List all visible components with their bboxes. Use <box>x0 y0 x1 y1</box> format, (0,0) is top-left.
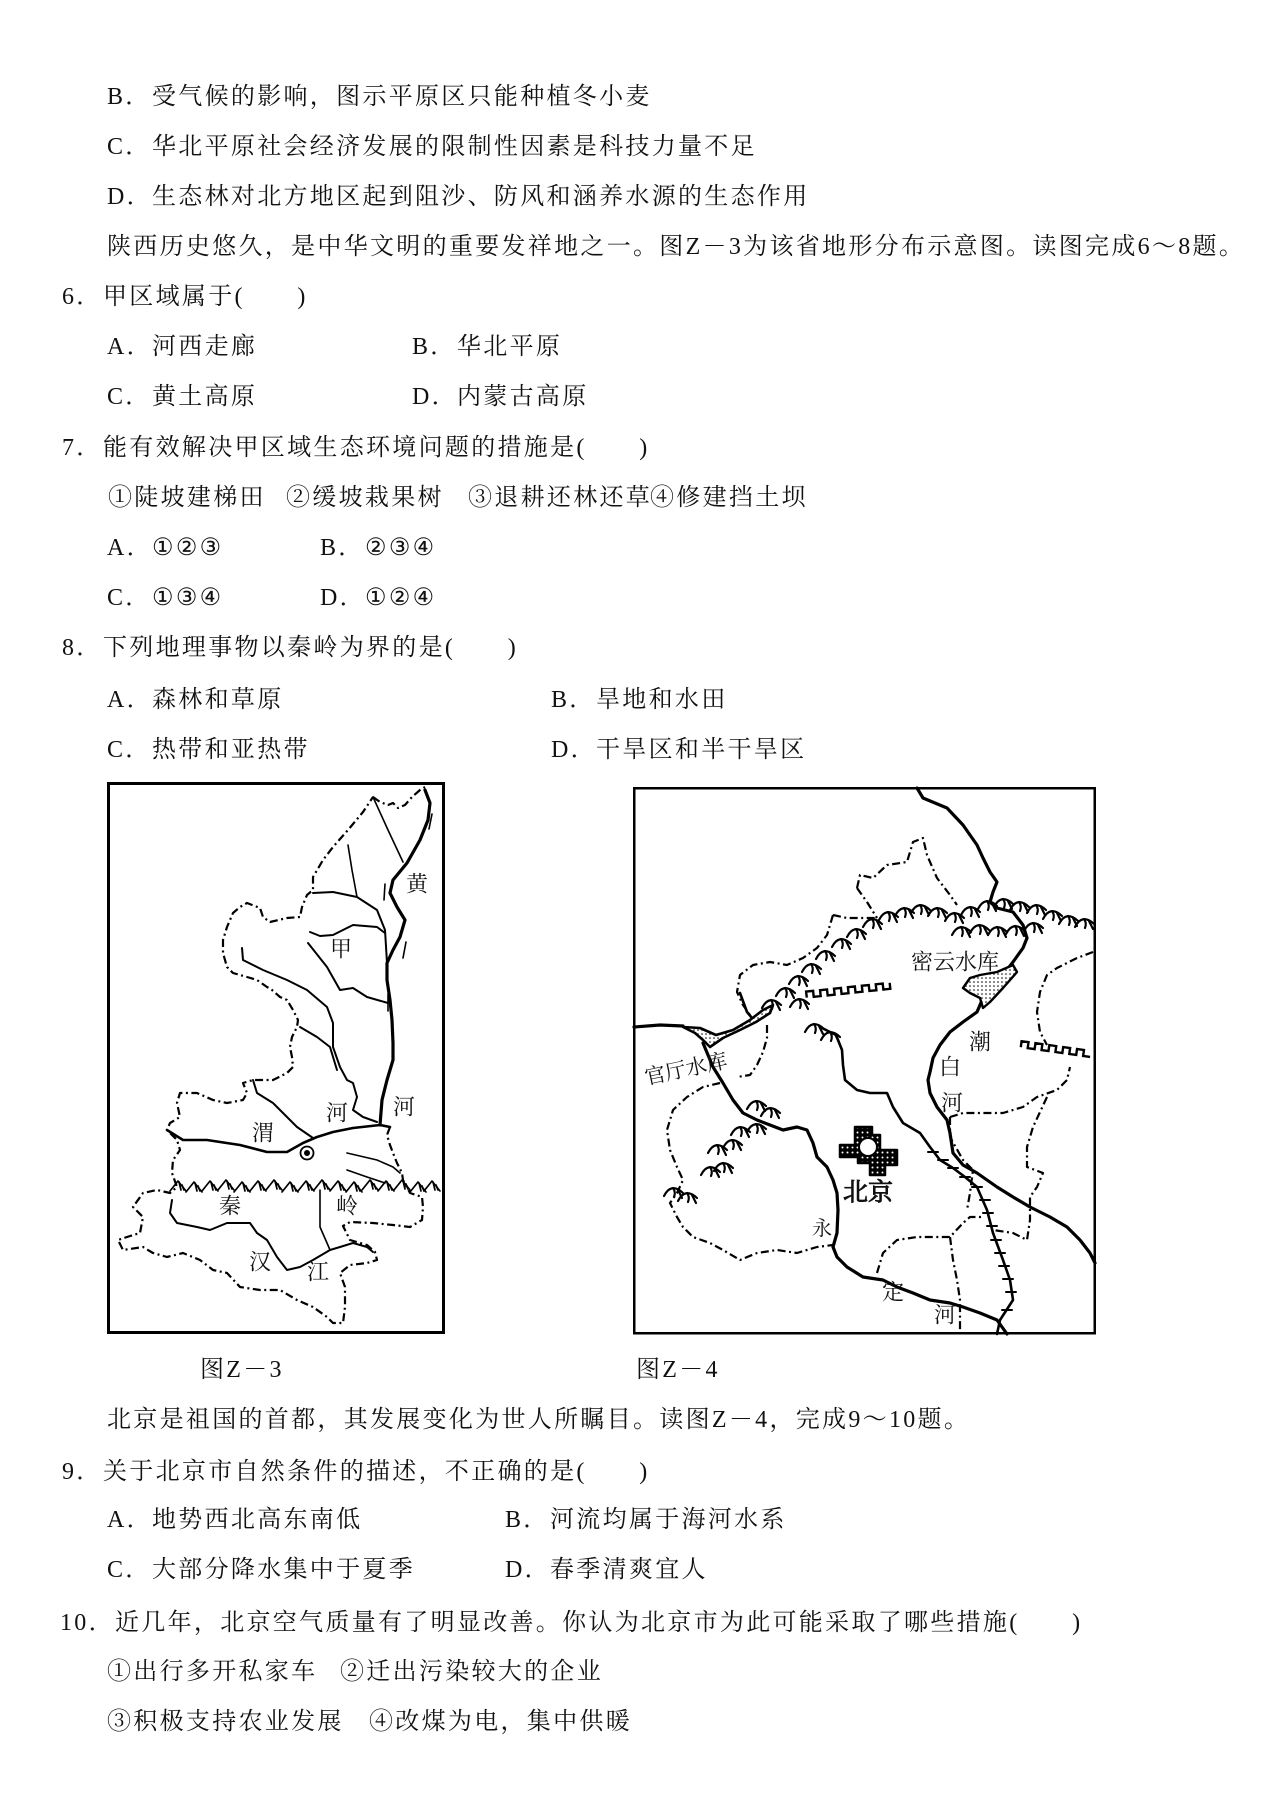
figure-caption-z3: 图Z－3 <box>200 1357 284 1383</box>
statement-4: ④修建挡土坝 <box>650 485 808 511</box>
label-yong: 永 <box>812 1216 832 1240</box>
statement-1: ①陡坡建梯田 <box>108 485 266 511</box>
option-a-label: A． <box>107 687 153 713</box>
figure-z3-shaanxi-map <box>107 782 445 1334</box>
label-jiang: 江 <box>306 1260 330 1286</box>
option-d-label: D． <box>505 1557 551 1583</box>
option-b-text: ②③④ <box>365 535 437 561</box>
label-guanting-reservoir: 官厅水库 <box>642 1048 730 1090</box>
label-miyun-reservoir: 密云水库 <box>910 950 1000 976</box>
river-inflow <box>634 1025 683 1027</box>
option-b-text: 受气候的影响，图示平原区只能种植冬小麦 <box>152 84 652 110</box>
question-stem <box>103 433 650 463</box>
question-stem <box>103 1457 650 1487</box>
capital-city-icon <box>301 1147 314 1160</box>
statement-3: ③积极支持农业发展 <box>107 1709 344 1735</box>
label-he-ding: 河 <box>933 1303 957 1329</box>
label-huang: 黄 <box>405 872 429 898</box>
statement-3: ③退耕还林还草 <box>468 485 653 511</box>
option-b-label: B． <box>551 687 596 713</box>
option-b-text: 河流均属于海河水系 <box>550 1507 787 1533</box>
option-b-text: 华北平原 <box>457 334 563 360</box>
answer-blank: ( ) <box>234 284 308 310</box>
option-c-label: C． <box>107 585 152 611</box>
option-c-text: 华北平原社会经济发展的限制性因素是科技力量不足 <box>152 134 757 160</box>
label-jia: 甲 <box>329 937 353 963</box>
option-a-text: 地势西北高东南低 <box>152 1507 363 1533</box>
label-he-huang: 河 <box>392 1095 416 1121</box>
option-d-text: 干旱区和半干旱区 <box>596 737 807 763</box>
label-he-wei: 河 <box>325 1101 349 1127</box>
option-c-text: 大部分降水集中于夏季 <box>152 1557 415 1583</box>
option-a-label: A． <box>107 1507 153 1533</box>
label-bai: 白 <box>938 1055 962 1081</box>
label-he-bai: 河 <box>940 1091 964 1117</box>
option-c-label: C． <box>107 134 152 160</box>
answer-blank: ( ) <box>1009 1610 1083 1636</box>
option-c-text: 热带和亚热带 <box>152 737 310 763</box>
question-stem <box>115 1608 1082 1638</box>
answer-blank: ( ) <box>444 635 519 661</box>
option-d-text: 生态林对北方地区起到阻沙、防风和涵养水源的生态作用 <box>152 184 810 210</box>
stem-text: 下列地理事物以秦岭为界的是 <box>103 635 445 661</box>
label-beijing: 北京 <box>842 1177 894 1207</box>
question-number: 10． <box>60 1610 115 1636</box>
option-b-text: 旱地和水田 <box>596 687 728 713</box>
option-c-label: C． <box>107 737 152 763</box>
option-c-label: C． <box>107 1557 152 1583</box>
stem-text: 能有效解决甲区域生态环境问题的措施是 <box>103 435 577 461</box>
option-a-label: A． <box>107 334 153 360</box>
statement-4: ④改煤为电，集中供暖 <box>369 1709 632 1735</box>
option-c-text: ①③④ <box>152 585 224 611</box>
question-number: 6． <box>62 284 103 310</box>
option-d-text: 春季清爽宜人 <box>550 1557 708 1583</box>
statement-2: ②缓坡栽果树 <box>286 485 444 511</box>
question-number: 9． <box>62 1459 103 1485</box>
option-b-label: B． <box>320 535 365 561</box>
option-d-label: D． <box>551 737 597 763</box>
option-a-text: ①②③ <box>152 535 224 561</box>
answer-blank: ( ) <box>576 1459 650 1485</box>
option-b-label: B． <box>412 334 457 360</box>
label-ding: 定 <box>881 1280 905 1306</box>
intro-beijing: 北京是祖国的首都，其发展变化为世人所瞩目。读图Z－4，完成9～10题。 <box>107 1407 971 1433</box>
statement-1: ①出行多开私家车 <box>107 1659 318 1685</box>
question-stem <box>103 282 308 312</box>
figure-z4-beijing-map <box>633 787 1096 1335</box>
option-d-label: D． <box>107 184 153 210</box>
statement-2: ②迁出污染较大的企业 <box>340 1659 603 1685</box>
label-qin: 秦 <box>218 1194 242 1220</box>
option-b-label: B． <box>107 84 152 110</box>
stem-text: 近几年，北京空气质量有了明显改善。你认为北京市为此可能采取了哪些措施 <box>115 1610 1010 1636</box>
option-d-text: 内蒙古高原 <box>457 384 589 410</box>
option-a-text: 森林和草原 <box>152 687 284 713</box>
question-number: 7． <box>62 435 103 461</box>
label-ling: 岭 <box>335 1194 359 1220</box>
question-number: 8． <box>62 635 103 661</box>
label-wei: 渭 <box>251 1121 275 1147</box>
option-a-text: 河西走廊 <box>152 334 258 360</box>
option-b-label: B． <box>505 1507 550 1533</box>
option-d-label: D． <box>320 585 366 611</box>
label-han: 汉 <box>248 1250 272 1276</box>
intro-shaanxi: 陕西历史悠久，是中华文明的重要发祥地之一。图Z－3为该省地形分布示意图。读图完成6～8题。 <box>107 234 1246 260</box>
option-d-label: D． <box>412 384 458 410</box>
option-a-label: A． <box>107 535 153 561</box>
option-d-text: ①②④ <box>365 585 437 611</box>
option-c-text: 黄土高原 <box>152 384 258 410</box>
option-c-label: C． <box>107 384 152 410</box>
stem-text: 甲区域属于 <box>103 284 235 310</box>
figure-caption-z4: 图Z－4 <box>636 1357 720 1383</box>
stem-text: 关于北京市自然条件的描述，不正确的是 <box>103 1459 577 1485</box>
answer-blank: ( ) <box>576 435 650 461</box>
label-chao: 潮 <box>968 1030 992 1056</box>
question-stem <box>103 633 518 663</box>
